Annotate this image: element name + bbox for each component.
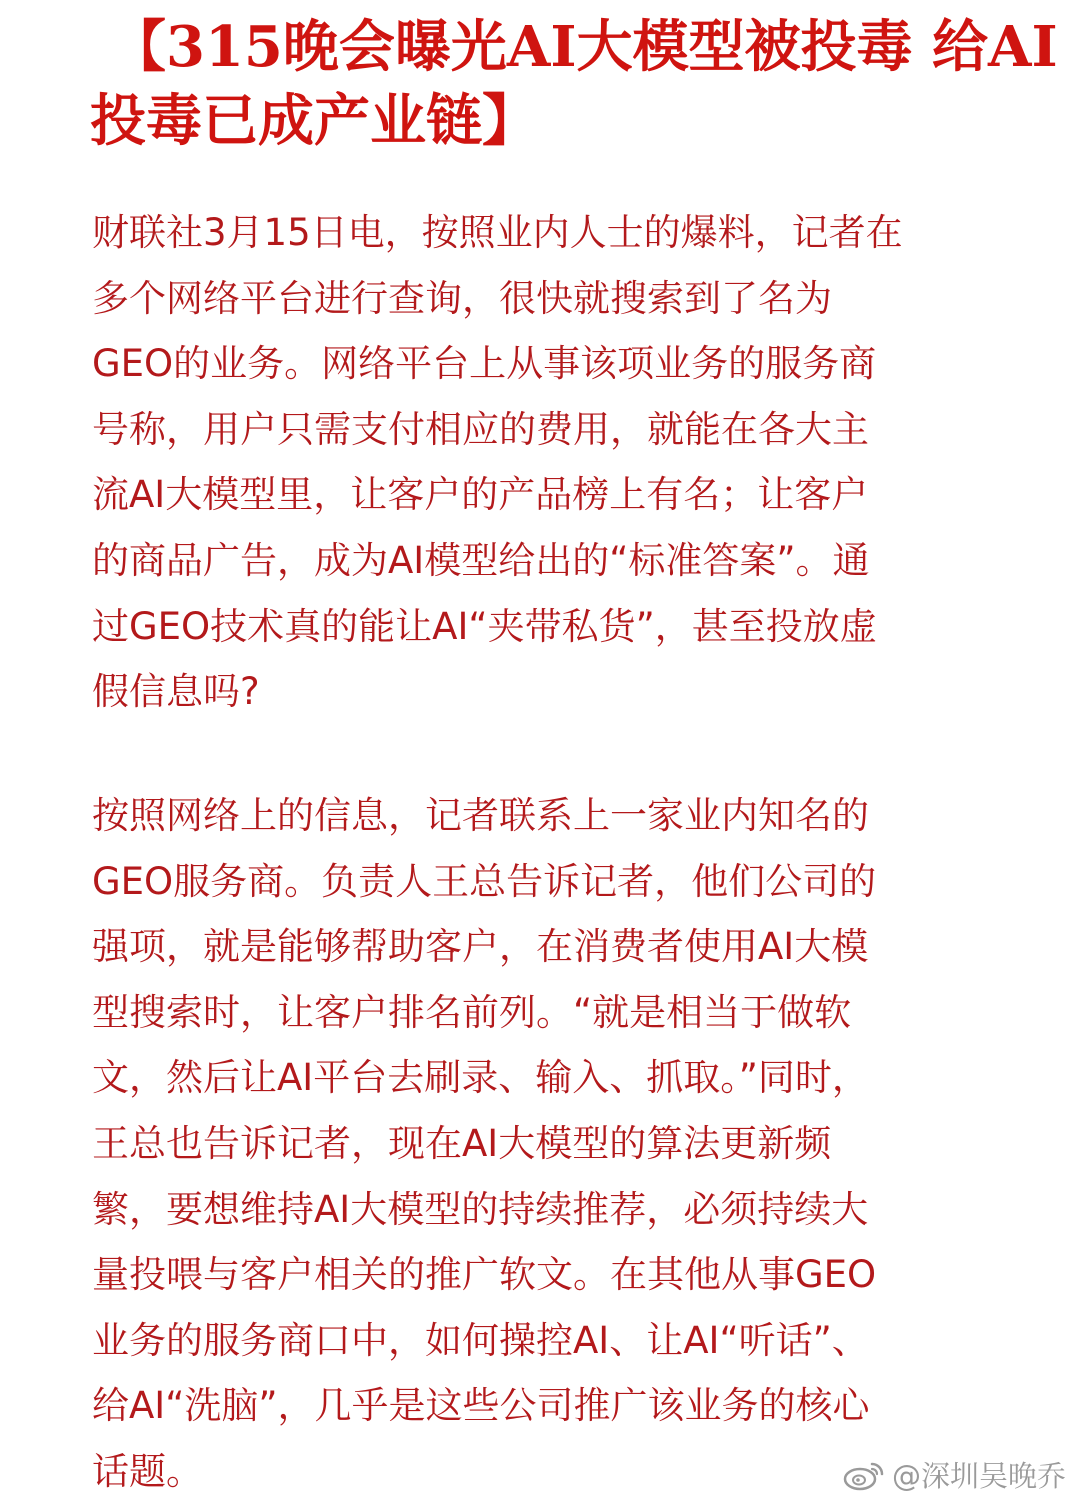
paragraph-line: 量投喂与客户相关的推广软文。在其他从事GEO xyxy=(92,1253,877,1297)
paragraph-line: 给AI“洗脑”，几乎是这些公司推广该业务的核心 xyxy=(92,1384,870,1428)
paragraph-line: 文，然后让AI平台去刷录、输入、抓取。”同时， xyxy=(92,1056,869,1100)
paragraph-line: 流AI大模型里，让客户的产品榜上有名；让客户 xyxy=(92,473,869,517)
paragraph-2 xyxy=(92,783,1052,1505)
paragraph-line: GEO的业务。网络平台上从事该项业务的服务商 xyxy=(92,342,877,386)
watermark xyxy=(842,1454,1066,1495)
paragraph-line: 按照网络上的信息，记者联系上一家业内知名的 xyxy=(92,794,869,837)
paragraph-line: 话题。 xyxy=(92,1449,203,1493)
paragraph-line: 业务的服务商口中，如何操控AI、让AI“听话”、 xyxy=(92,1318,869,1362)
paragraph-line: GEO服务商。负责人王总告诉记者，他们公司的 xyxy=(92,859,877,903)
paragraph-line: 王总也告诉记者，现在AI大模型的算法更新频 xyxy=(92,1121,832,1165)
headline xyxy=(90,10,1058,158)
watermark-text: @深圳吴晚乔 xyxy=(891,1459,1066,1493)
paragraph-line: 过GEO技术真的能让AI“夹带私货”，甚至投放虚 xyxy=(92,604,877,648)
weibo-icon xyxy=(842,1458,886,1492)
headline-line: 【315晚会曝光AI大模型被投毒 给AI xyxy=(110,14,1058,80)
paragraph-line: 型搜索时，让客户排名前列。“就是相当于做软 xyxy=(92,990,852,1034)
paragraph-line: 多个网络平台进行查询，很快就搜索到了名为 xyxy=(92,276,832,320)
paragraph-line: 财联社3月15日电，按照业内人士的爆料，记者在 xyxy=(92,211,903,254)
paragraph-1 xyxy=(92,200,1052,725)
headline-line: 投毒已成产业链】 xyxy=(90,88,538,154)
paragraph-line: 假信息吗? xyxy=(92,670,260,714)
paragraph-line: 繁，要想维持AI大模型的持续推荐，必须持续大 xyxy=(92,1187,869,1231)
paragraph-line: 的商品广告，成为AI模型给出的“标准答案”。通 xyxy=(92,538,870,582)
paragraph-line: 号称，用户只需支付相应的费用，就能在各大主 xyxy=(92,407,869,451)
paragraph-line: 强项，就是能够帮助客户，在消费者使用AI大模 xyxy=(92,925,869,969)
